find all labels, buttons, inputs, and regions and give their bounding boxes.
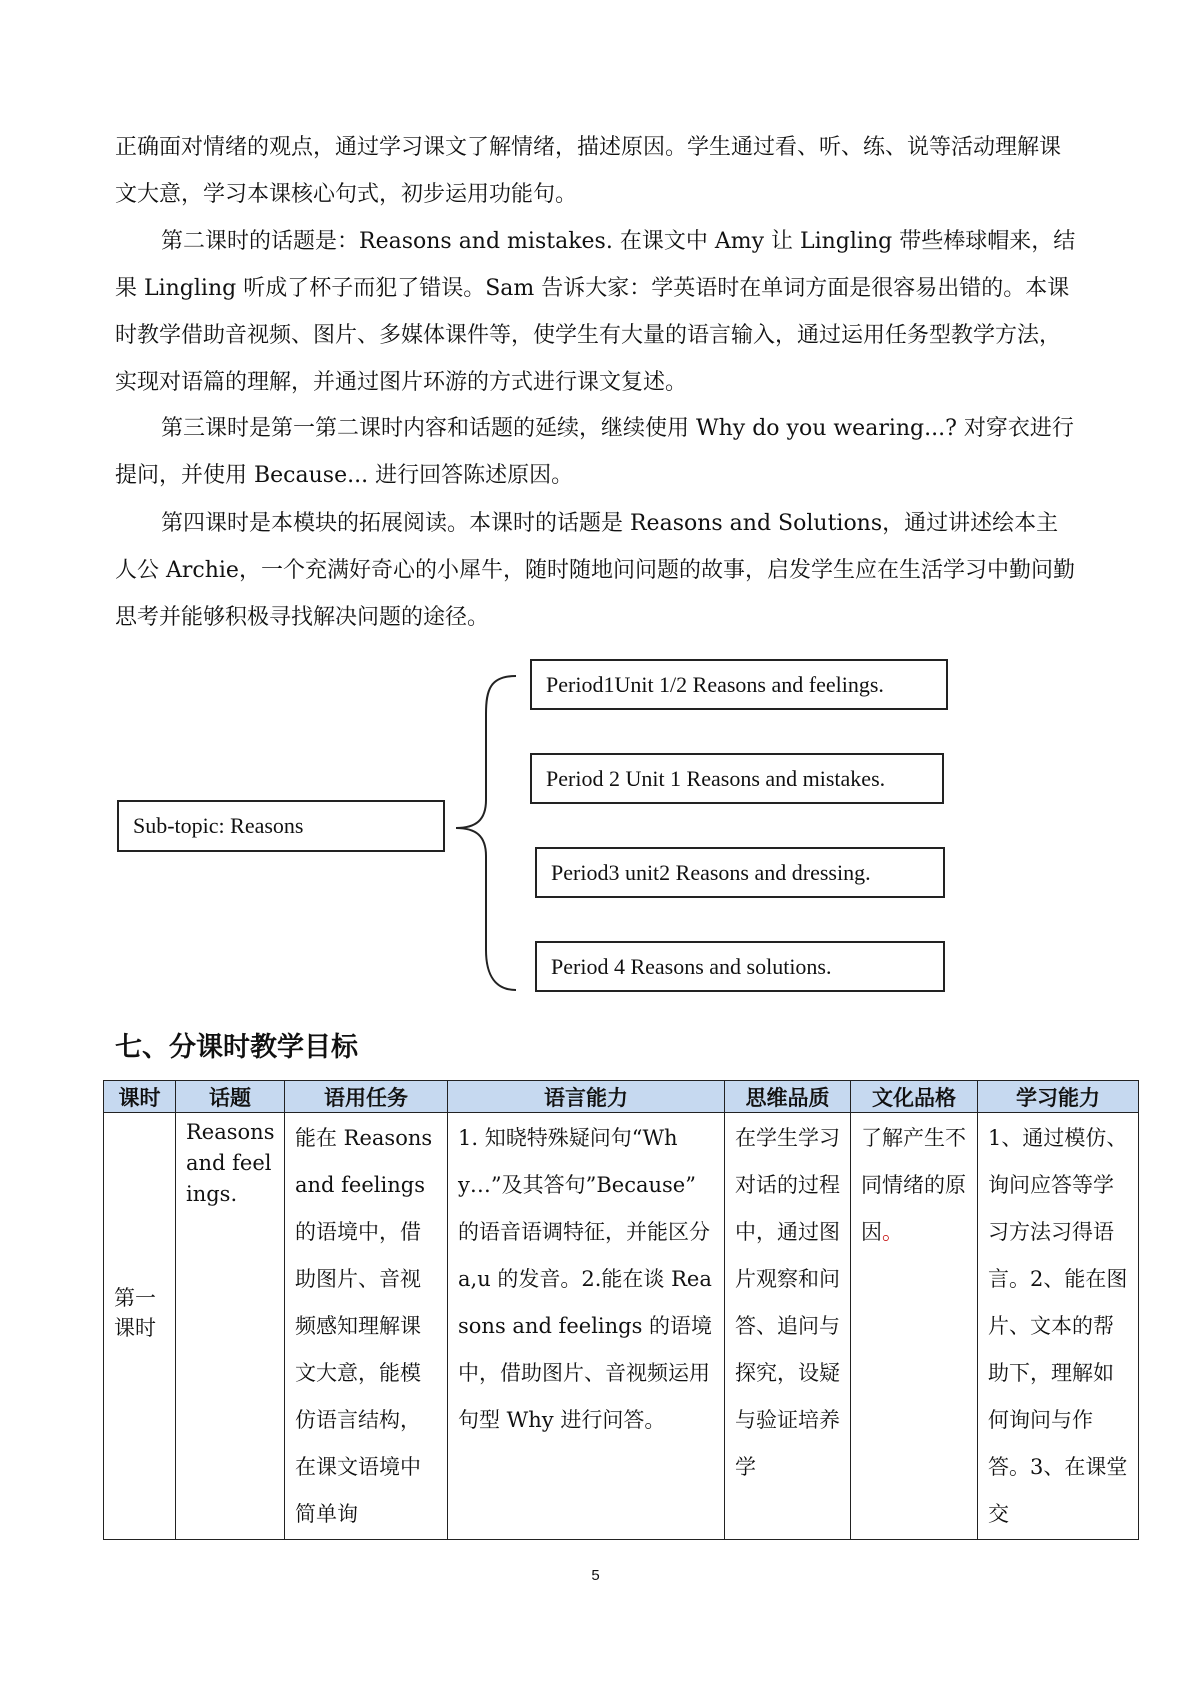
header-language: 语言能力 xyxy=(448,1081,725,1113)
period-1-box: Period1Unit 1/2 Reasons and feelings. xyxy=(530,659,948,710)
page-number: 5 xyxy=(591,1567,600,1584)
cell-thinking: 在学生学习对话的过程中，通过图片观察和问答、追问与探究，设疑与验证培养学 xyxy=(725,1113,851,1540)
cell-period-text: 第一课时 xyxy=(114,1286,156,1340)
period-3-box: Period3 unit2 Reasons and dressing. xyxy=(535,847,945,898)
subtopic-box: Sub-topic: Reasons xyxy=(117,800,445,852)
paragraph-4-text: 第四课时是本模块的拓展阅读。本课时的话题是 Reasons and Solutions，通过讲述绘本主人公 Archie，一个充满好奇心的小犀牛，随时随地问问题的故事，启发学生应在生活学习中勤问勤思考并能够积极寻找解决问题的途径。 xyxy=(115,511,1075,630)
paragraph-3-text: 第三课时是第一第二课时内容和话题的延续，继续使用 Why do you wearing...? 对穿衣进行提问，并使用 Because... 进行回答陈述原因。 xyxy=(115,416,1074,488)
cell-topic: Reasons and feelings. xyxy=(176,1113,285,1540)
header-period: 课时 xyxy=(104,1081,176,1113)
header-topic: 话题 xyxy=(176,1081,285,1113)
period-goals-table xyxy=(103,1080,1139,1540)
paragraph-3 xyxy=(115,405,1077,499)
period-2-box: Period 2 Unit 1 Reasons and mistakes. xyxy=(530,753,944,804)
cell-period xyxy=(104,1113,176,1540)
cell-culture-mark: 。 xyxy=(882,1220,903,1244)
paragraph-1: 正确面对情绪的观点，通过学习课文了解情绪，描述原因。学生通过看、听、练、说等活动理解课文大意，学习本课核心句式，初步运用功能句。 xyxy=(115,135,1062,207)
table-header-row xyxy=(104,1081,1139,1113)
cell-culture xyxy=(851,1113,978,1540)
header-task: 语用任务 xyxy=(285,1081,448,1113)
cell-culture-text: 了解产生不同情绪的原因 xyxy=(861,1126,966,1244)
cell-task: 能在 Reasons and feelings 的语境中，借助图片、音视频感知理解课文大意，能模仿语言结构，在课文语境中简单询 xyxy=(285,1113,448,1540)
header-culture: 文化品格 xyxy=(851,1081,978,1113)
header-thinking: 思维品质 xyxy=(725,1081,851,1113)
paragraph-2-text: 第二课时的话题是：Reasons and mistakes. 在课文中 Amy 让 Lingling 带些棒球帽来，结果 Lingling 听成了杯子而犯了错误。Sam 告诉大家：学英语时在单词方面是很容易出错的。本课时教学借助音视频、图片、多媒体课件等，使学生有大量的语言输入，通过运用任务型教学方法，实现对语篇的理解，并通过图片环游的方式进行课文复述。 xyxy=(115,229,1076,395)
period-4-box: Period 4 Reasons and solutions. xyxy=(535,941,945,992)
paragraph-4 xyxy=(115,500,1077,641)
curly-brace xyxy=(456,676,516,990)
cell-language: 1. 知晓特殊疑问句“Why…”及其答句”Because” 的语音语调特征，并能区分 a,u 的发音。2.能在谈 Reasons and feelings 的语境中，借助图片、音视频运用句型 Why 进行问答。 xyxy=(448,1113,725,1540)
paragraph-2 xyxy=(115,218,1077,406)
cell-learning: 1、通过模仿、询问应答等学习方法习得语言。2、能在图片、文本的帮助下，理解如何询问与作答。3、在课堂交 xyxy=(978,1113,1139,1540)
section-heading: 七、分课时教学目标 xyxy=(115,1032,358,1063)
table-row xyxy=(104,1113,1139,1540)
header-learning: 学习能力 xyxy=(978,1081,1139,1113)
